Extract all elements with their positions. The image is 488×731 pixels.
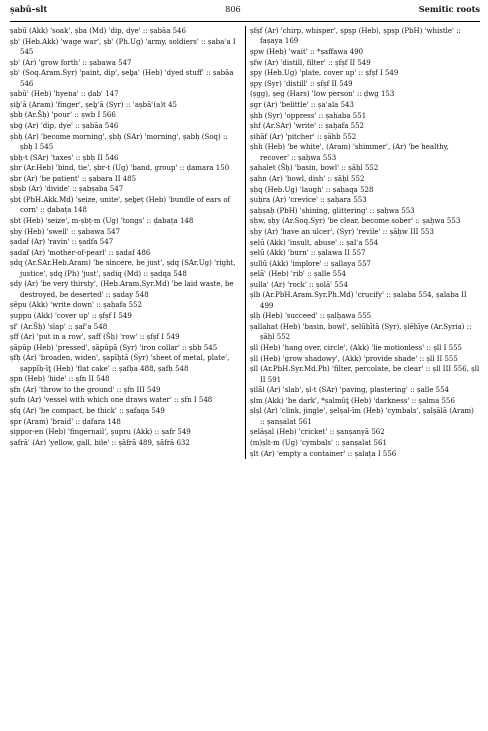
dictionary-entry: ṣelū (Akk) 'burn' :: ṣalawa II 557 [250,249,366,258]
dictionary-entry: ṣbt (PbH.Akk.Md) 'seize, unite', ṣeḇeṭ (Heb) 'bundle of ears of corn' :: ḍabaṭa 148 [10,195,231,215]
dictionary-entry: ṣbr (Ar.Heb) 'bind, tie', ṣbr-t (Ug) 'band, group' :: ḍamara 150 [10,164,230,173]
dictionary-entry: ṣbb (Ar.Šḥ) 'pour' :: ṣwb I 566 [10,111,116,120]
header-left-title: ṣabū–slt [10,4,48,14]
dictionary-entry: ṣpy (Syr) 'distill' :: ṣfṣf II 549 [250,79,353,88]
dictionary-entry: ṣby (Heb) 'swell' :: ṣabawa 547 [10,227,121,236]
dictionary-entry: ṣuḥra (Ar) 'crevice' :: ṣaḥara 553 [250,196,367,205]
dictionary-entry: ṣhf (Ar.SAr) 'write' :: ṣaḥafa 552 [250,122,365,131]
dictionary-entry: ṣbʾ (Heb.Akk) 'wage war', ṣbʾ (Ph.Ug) 'army, soldiers' :: ṣabaʾa I 545 [10,37,236,56]
dictionary-entry: ṣihāf (Ar) 'pitcher' :: ṣāhb 552 [250,132,357,141]
dictionary-entry: ṣilāl (Ar) 'slab', ṣl-t (SAr) 'paving, plastering' :: ṣalle 554 [250,386,449,395]
dictionary-entry: ṣullū (Akk) 'implore' :: ṣallaya 557 [250,259,371,268]
dictionary-entry: ṣelāʿ (Heb) 'rib' :: ṣalle 554 [250,270,346,279]
dictionary-entry: ṣdy (Ar) 'be very thirsty', (Heb.Aram.Syr.Md) 'be laid waste, be destroyed, be deserted' :: ṣaday 548 [10,280,234,299]
dictionary-entry: ṣpr (Aram) 'braid' :: ḍafara 148 [10,417,121,426]
dictionary-entry: ṣpy (Heb.Ug) 'plate, cover up' :: ṣfṣf I 549 [250,69,399,78]
dictionary-entry: ṣbḥ (Ar) 'become morning', ṣbḥ (SAr) 'morning', ṣabḥ (Soq) :: ṣbḥ I 545 [10,132,228,151]
right-column [250,26,480,459]
dictionary-entry: ṣḥy (Ar) 'have an ulcer', (Syr) 'revile' :: ṣāḥw III 553 [250,227,434,236]
dictionary-entry: ṣufn (Ar) 'vessel with which one draws water' :: ṣfn I 548 [10,396,213,405]
dictionary-entry: ṣēpu (Akk) 'write down' :: ṣaḥafa 552 [10,301,142,310]
dictionary-entry: ṣelū (Akk) 'insult, abuse' :: ṣalʿa 554 [250,238,379,247]
dictionary-entry: ṣbṣb (Ar) 'divide' :: ṣabṣaba 547 [10,185,124,194]
dictionary-entry: ṣll (Heb) 'grow shadowy', (Akk) 'provide shade' :: ṣll II 555 [250,354,458,363]
dictionary-entry: ṣippor-en (Heb) 'fingernail', ṣupru (Akk) :: ṣafr 549 [10,428,191,437]
dictionary-entry: ṣff (Ar) 'put in a row', ṣaff (Šḥ) 'row' :: ṣfṣf I 549 [10,333,180,342]
header-rule [10,21,480,22]
dictionary-entry: ṣdq (Ar.SAr.Heb.Aram) 'be sincere, be just', ṣdq (SAr.Ug) 'right, justice', ṣdq (Ph) 'just', ṣadiq (Md) :: ṣadqa 548 [10,259,236,278]
dictionary-entry: ṣlt (Ar) 'empty a container' :: ṣalaṭa I 556 [250,449,397,458]
dictionary-entry: ṣfw (Ar) 'distill, filter' :: ṣfṣf II 549 [250,58,371,67]
page-number: 806 [225,4,241,14]
dictionary-entry: ṣfq (Ar) 'be compact, be thick' :: ṣafaqa 549 [10,407,165,416]
dictionary-entry: ṣbʿ (Soq.Aram.Syr) 'paint, dip', ṣeḇaʿ (Heb) 'dyed stuff' :: ṣabāa 546 [10,69,234,88]
dictionary-entry: ṣlḥ (Heb) 'succeed' :: ṣalḥawa 555 [250,312,372,321]
dictionary-entry: ṣadaf (Ar) 'ravin' :: ṣadfa 547 [10,238,114,247]
header-right-title: Semitic roots [418,4,480,14]
dictionary-entry: ṣaḥṣaḥ (PbH) 'shining, glittering' :: ṣaḥwa 553 [250,206,415,215]
dictionary-entry: ṣpw (Heb) 'wait' :: *ṣaffawa 490 [250,48,364,56]
dictionary-entry: ṣuppu (Akk) 'cover up' :: ṣfṣf I 549 [10,311,132,320]
dictionary-entry: ṣafrāʾ (Ar) 'yellow, gall, bile' :: ṣāfrā 489, ṣāfrā 632 [10,438,190,447]
dictionary-entry: ṣahn (Ar) 'bowl, dish' :: ṣāḥl 552 [250,174,365,183]
dictionary-entry: ṣbġ (Ar) 'dip, dye' :: ṣabāa 546 [10,121,119,130]
entry-columns [10,26,480,459]
dictionary-entry: ṣfn (Ar) 'throw to the ground' :: ṣfn III 549 [10,385,161,394]
dictionary-entry: ṣfḥ (Ar) 'broaden, widen', ṣapīḥtā (Syr) 'sheet of metal, plate', ṣappīḥ-īṯ (Heb) 'flat cake' :: ṣafḥa 488, ṣafḥ 548 [10,354,230,373]
dictionary-entry: ṣll (Heb) 'hang over, circle', (Akk) 'lie motionless' :: ṣll I 555 [250,344,462,353]
dictionary-entry: ṣhb (Syr) 'oppress' :: ṣahaba 551 [250,111,367,120]
dictionary-entry: ṣhh (Heb) 'be white', (Aram) 'shimmer', (Ar) 'be healthy, recover' :: ṣaḥwa 553 [250,143,449,162]
dictionary-entry: ṣfṣf (Ar) 'chirp, whisper', ṣpṣp (Heb), ṣpṣp (PbH) 'whistle' :: faṣaya 169 [250,27,461,46]
dictionary-entry: ṣbt (Heb) 'seize', m-ṣbṭ-m (Ug) 'tongs' :: ḍabaṭa 148 [10,216,194,225]
dictionary-entry: (ṣgg), ṣeg (Hars) 'low person' :: ḍwg 153 [250,90,395,99]
dictionary-entry: ṣll (Ar.PbH.Syr.Md.Ph) 'filter, percolate, be clear' :: ṣll III 556, ṣll II 591 [250,365,480,384]
dictionary-entry: ṣpn (Heb) 'hide' :: ṣfn II 548 [10,375,110,384]
dictionary-entry: ṣlṣl (Ar) 'clink, jingle', ṣelṣal-īm (Heb) 'cymbals', ṣalṣālā (Aram) :: ṣanṣalat 561 [250,407,474,426]
running-header [10,4,480,18]
dictionary-entry: ṣahalet (Šḥ) 'basin, bowl' :: ṣāḥl 552 [250,164,379,173]
left-column [10,26,240,459]
dictionary-entry: ṣullaʿ (Ar) 'rock' :: ṣolāʿ 554 [250,280,348,289]
dictionary-entry: ṣadaf (Ar) 'mother-of-pearl' :: ṣadaf 486 [10,248,151,257]
dictionary-entry: ṣiḇʿā (Aram) 'finger', ṣeḇʿā (Syr) :: ʾaṣbāʿ(a)t 45 [10,100,177,109]
dictionary-entry: ṣāpūp (Heb) 'pressed', ṣāpūpā (Syr) 'iron collar' :: ṣbb 545 [10,343,218,352]
dictionary-entry: ṣbr (Ar) 'be patient' :: ṣabara II 485 [10,174,137,183]
dictionary-entry: ṣḥw, ṣḥy (Ar.Soq.Syr) 'be clear, become sober' :: ṣaḥwa 553 [250,217,461,226]
dictionary-entry: ṣallahat (Heb) 'basin, bowl', ṣelūḥītā (Syr), ṣlēḥīye (Ar.Syria) :: ṣāḥl 552 [250,323,472,342]
dictionary-entry: ṣbḥ-t (SAr) 'taxes' :: ṣbḥ II 546 [10,153,119,162]
dictionary-entry: ṣgr (Ar) 'belittle' :: ṣaʿala 543 [250,100,354,109]
dictionary-entry: (m)ṣlt-m (Ug) 'cymbals' :: ṣanṣalat 561 [250,439,387,448]
dictionary-entry: ṣelāṣal (Heb) 'cricket' :: ṣanṣanyā 562 [250,428,385,437]
dictionary-entry: ṣḥq (Heb.Ug) 'laugh' :: ṣaḥaqa 528 [250,185,374,194]
dictionary-entry: ṣlb (Ar.PbH.Aram.Syr.Ph.Md) 'crucify' :: ṣalaba 554, ṣalaba II 499 [250,291,467,310]
dictionary-entry: ṣlm (Akk) 'be dark', *ṣalmūṯ (Heb) 'darkness' :: ṣalma 556 [250,396,455,405]
dictionary-entry: ṣabūʿ (Heb) 'hyena' :: ḍabʿ 147 [10,90,119,99]
dictionary-entry: ṣabū (Akk) 'soak', ṣba (Md) 'dip, dye' :: ṣabāa 546 [10,27,186,35]
dictionary-entry: ṣfʿ (Ar.Šḥ) 'slap' :: ṣafʿa 548 [10,322,108,331]
column-divider [245,26,246,459]
dictionary-entry: ṣbʾ (Ar) 'grow forth' :: ṣabawa 547 [10,58,132,67]
